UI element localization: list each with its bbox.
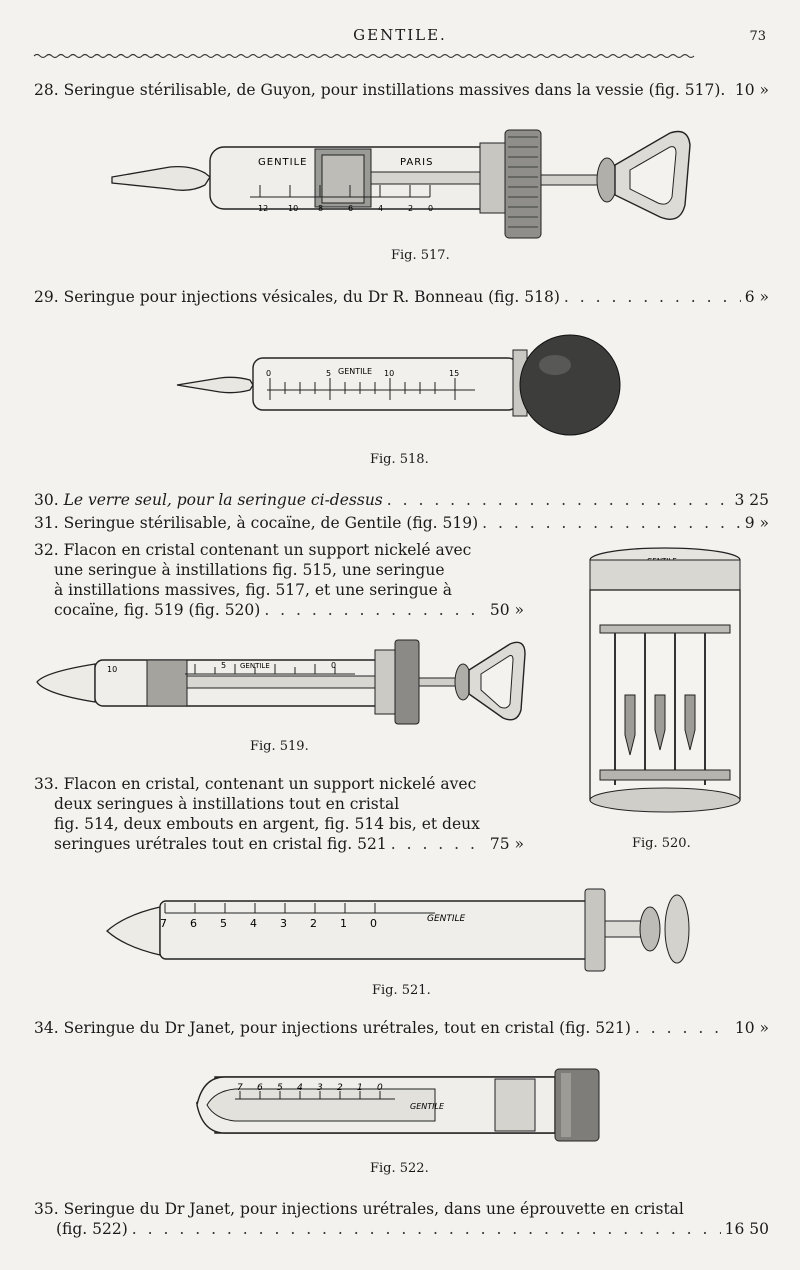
- entry-price: 9 »: [744, 514, 769, 532]
- entry-line-3: à instillations massives, fig. 517, et une seringue à: [54, 581, 452, 599]
- fig521-scale-0: 0: [370, 917, 377, 930]
- entry-number: 35.: [34, 1200, 59, 1218]
- fig518-scale-15: 15: [449, 369, 460, 378]
- figure-517-caption: Fig. 517.: [391, 248, 450, 263]
- figure-521-syringe-illustration: [105, 885, 695, 975]
- entry-line-1: Flacon en cristal contenant un support nickelé avec: [63, 541, 472, 559]
- entry-line-1: Seringue du Dr Janet, pour injections urétrales, dans une éprouvette en cristal: [63, 1200, 684, 1218]
- entry-price: 3 25: [734, 491, 769, 509]
- figure-521-caption: Fig. 521.: [372, 983, 431, 998]
- entry-description: Seringue du Dr Janet, pour injections urétrales, tout en cristal (fig. 521): [63, 1019, 631, 1037]
- entry-price: 50 »: [489, 601, 524, 619]
- fig522-scale-7: 7: [237, 1083, 243, 1093]
- entry-number: 28.: [34, 81, 59, 99]
- catalog-entry-35: [34, 1199, 769, 1239]
- figure-522-caption: Fig. 522.: [370, 1161, 429, 1176]
- entry-description: Seringue stérilisable, de Guyon, pour instillations massives dans la vessie (fig. 517).: [63, 81, 726, 99]
- fig517-scale-8: 8: [318, 204, 324, 213]
- entry-price: 10 »: [734, 1019, 769, 1037]
- fig521-scale-6: 6: [190, 917, 197, 930]
- figure-520-flask-illustration: [585, 545, 745, 820]
- leader-dots: [564, 287, 741, 307]
- fig522-scale-1: 1: [357, 1083, 363, 1093]
- fig517-scale-4: 4: [378, 204, 384, 213]
- fig521-scale-4: 4: [250, 917, 257, 930]
- fig522-brand-label: GENTILE: [410, 1102, 444, 1111]
- figure-518-syringe-illustration: [175, 330, 635, 425]
- entry-price: 10 »: [734, 81, 769, 99]
- entry-line-2: (fig. 522): [56, 1220, 128, 1238]
- leader-dots: [264, 600, 486, 620]
- catalog-entry-33: [34, 774, 534, 854]
- leader-dots: [132, 1219, 721, 1239]
- entry-line-4: seringues urétrales tout en cristal fig. 521: [54, 835, 387, 853]
- entry-line-3: fig. 514, deux embouts en argent, fig. 514 bis, et deux: [54, 815, 480, 833]
- fig521-scale-5: 5: [220, 917, 227, 930]
- figure-517-syringe-illustration: [110, 125, 700, 245]
- fig517-scale-0: 0: [428, 204, 434, 213]
- entry-description: Seringue pour injections vésicales, du Dr R. Bonneau (fig. 518): [63, 288, 560, 306]
- fig522-scale-3: 3: [317, 1083, 323, 1093]
- fig519-brand-label: GENTILE: [240, 662, 270, 670]
- fig517-scale-2: 2: [408, 204, 414, 213]
- fig521-scale-1: 1: [340, 917, 347, 930]
- leader-dots: [482, 513, 741, 533]
- entry-number: 31.: [34, 514, 59, 532]
- fig517-scale-6: 6: [348, 204, 354, 213]
- entry-price: 16 50: [724, 1220, 769, 1238]
- entry-line-2: une seringue à instillations fig. 515, une seringue: [54, 561, 445, 579]
- fig522-scale-2: 2: [337, 1083, 343, 1093]
- entry-number: 34.: [34, 1019, 59, 1037]
- entry-price: 6 »: [744, 288, 769, 306]
- leader-dots: [391, 834, 486, 854]
- page-number: 73: [749, 29, 766, 44]
- fig518-scale-10: 10: [384, 369, 395, 378]
- fig521-scale-2: 2: [310, 917, 317, 930]
- entry-number: 33.: [34, 775, 59, 793]
- fig521-scale-3: 3: [280, 917, 287, 930]
- fig517-brand-label: GENTILE: [258, 157, 308, 168]
- entry-line-1: Flacon en cristal, contenant un support nickelé avec: [63, 775, 477, 793]
- fig517-scale-12: 12: [258, 204, 269, 213]
- fig519-scale-10: 10: [107, 665, 118, 674]
- leader-dots: [729, 80, 730, 100]
- fig521-brand-label: GENTILE: [427, 914, 466, 924]
- catalog-entry-32: [34, 540, 534, 620]
- leader-dots: [387, 490, 731, 510]
- fig522-scale-0: 0: [377, 1083, 383, 1093]
- figure-518-caption: Fig. 518.: [370, 452, 429, 467]
- catalog-entry-29: [34, 287, 769, 307]
- fig522-scale-6: 6: [257, 1083, 263, 1093]
- fig522-scale-5: 5: [277, 1083, 283, 1093]
- entry-line-2: deux seringues à instillations tout en cristal: [54, 795, 400, 813]
- entry-number: 30.: [34, 491, 59, 509]
- figure-522-test-tube-syringe-illustration: [195, 1065, 605, 1145]
- catalog-entry-28: [34, 80, 769, 100]
- entry-price: 75 »: [489, 835, 524, 853]
- leader-dots: [635, 1018, 731, 1038]
- fig518-scale-0: 0: [266, 369, 272, 378]
- entry-number: 29.: [34, 288, 59, 306]
- fig519-scale-5: 5: [221, 661, 227, 670]
- entry-line-4: cocaïne, fig. 519 (fig. 520): [54, 601, 261, 619]
- entry-number: 32.: [34, 541, 59, 559]
- figure-520-caption: Fig. 520.: [632, 836, 691, 851]
- fig519-scale-0: 0: [331, 661, 337, 670]
- figure-519-syringe-illustration: [35, 632, 530, 732]
- fig518-brand-label: GENTILE: [338, 367, 372, 376]
- fig522-scale-4: 4: [297, 1083, 303, 1093]
- page-header-title: GENTILE.: [353, 26, 447, 44]
- entry-description: Le verre seul, pour la seringue ci-dessus: [63, 491, 383, 509]
- fig517-city-label: PARIS: [400, 157, 434, 168]
- header-wavy-rule: [34, 52, 769, 60]
- catalog-entry-30: [34, 490, 769, 510]
- catalog-entry-34: [34, 1018, 769, 1038]
- catalog-entry-31: [34, 513, 769, 533]
- entry-description: Seringue stérilisable, à cocaïne, de Gentile (fig. 519): [63, 514, 479, 532]
- figure-519-caption: Fig. 519.: [250, 739, 309, 754]
- fig517-scale-10: 10: [288, 204, 299, 213]
- fig518-scale-5: 5: [326, 369, 332, 378]
- fig521-scale-7: 7: [160, 917, 167, 930]
